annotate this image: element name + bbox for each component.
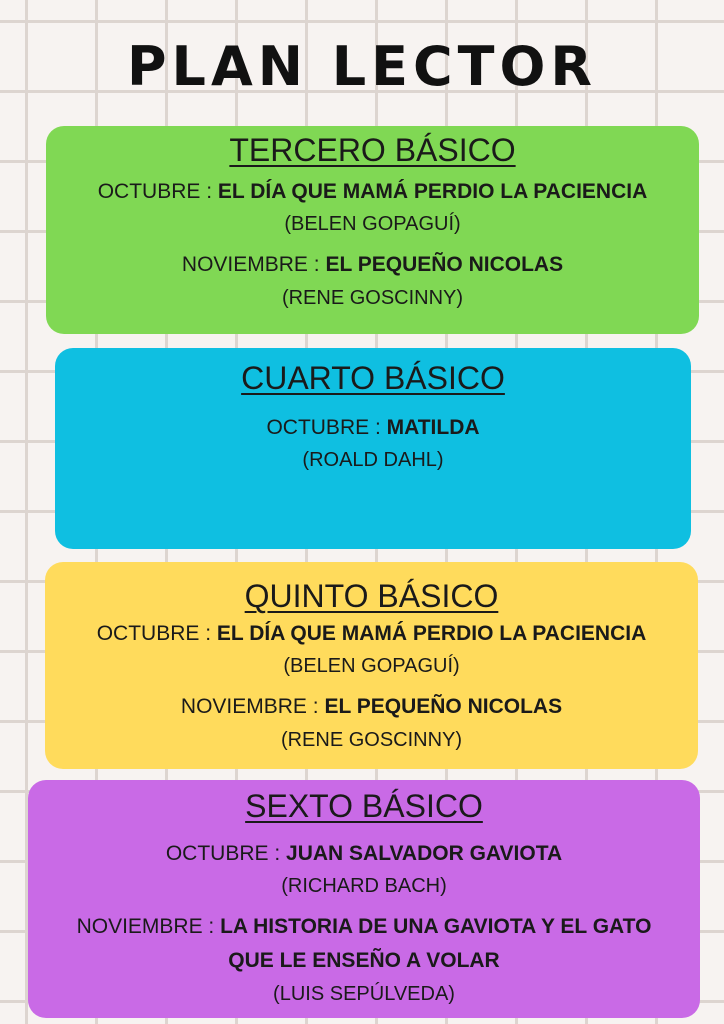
entry-month: NOVIEMBRE :: [76, 915, 221, 939]
card-cuarto: [55, 348, 691, 549]
card-heading: CUARTO BÁSICO: [241, 360, 505, 396]
entry-month: OCTUBRE :: [165, 841, 287, 865]
entry-author: (LUIS SEPÚLVEDA): [273, 982, 455, 1005]
entry-author: (RICHARD BACH): [281, 875, 447, 898]
entry-month: OCTUBRE :: [96, 621, 217, 645]
page-title: PLAN LECTOR: [126, 35, 598, 98]
card-heading: SEXTO BÁSICO: [245, 788, 483, 824]
entry-month: NOVIEMBRE :: [181, 253, 326, 277]
reading-entry: [45, 690, 698, 756]
entry-book: EL PEQUEÑO NICOLAS: [324, 695, 563, 719]
reading-entry: [55, 411, 691, 477]
entry-book: LA HISTORIA DE UNA GAVIOTA Y EL GATO QUE LE ENSEÑO A VOLAR: [220, 915, 652, 972]
entry-month: OCTUBRE :: [266, 415, 387, 439]
entry-author: (BELEN GOPAGUÍ): [284, 213, 461, 236]
entry-author: (BELEN GOPAGUÍ): [283, 655, 460, 678]
entry-book: JUAN SALVADOR GAVIOTA: [286, 841, 563, 865]
reading-entry: [46, 175, 699, 241]
reading-entry: [46, 248, 699, 314]
card-sexto: [28, 780, 700, 1018]
entry-book: MATILDA: [386, 415, 480, 439]
reading-entry: [23, 617, 720, 683]
reading-entry: [28, 910, 700, 1009]
card-heading: QUINTO BÁSICO: [244, 578, 499, 614]
entry-book: EL PEQUEÑO NICOLAS: [325, 253, 564, 277]
card-quinto: [45, 562, 698, 769]
entry-book: EL DÍA QUE MAMÁ PERDIO LA PACIENCIA: [216, 621, 647, 645]
entry-month: OCTUBRE :: [97, 179, 218, 203]
reading-entry: [28, 837, 700, 903]
card-heading: TERCERO BÁSICO: [229, 132, 516, 168]
entry-author: (RENE GOSCINNY): [280, 728, 463, 751]
entry-author: (RENE GOSCINNY): [281, 286, 464, 309]
entry-author: (ROALD DAHL): [302, 449, 444, 472]
entry-month: NOVIEMBRE :: [180, 695, 325, 719]
card-tercero: [46, 126, 699, 334]
entry-book: EL DÍA QUE MAMÁ PERDIO LA PACIENCIA: [217, 179, 648, 203]
